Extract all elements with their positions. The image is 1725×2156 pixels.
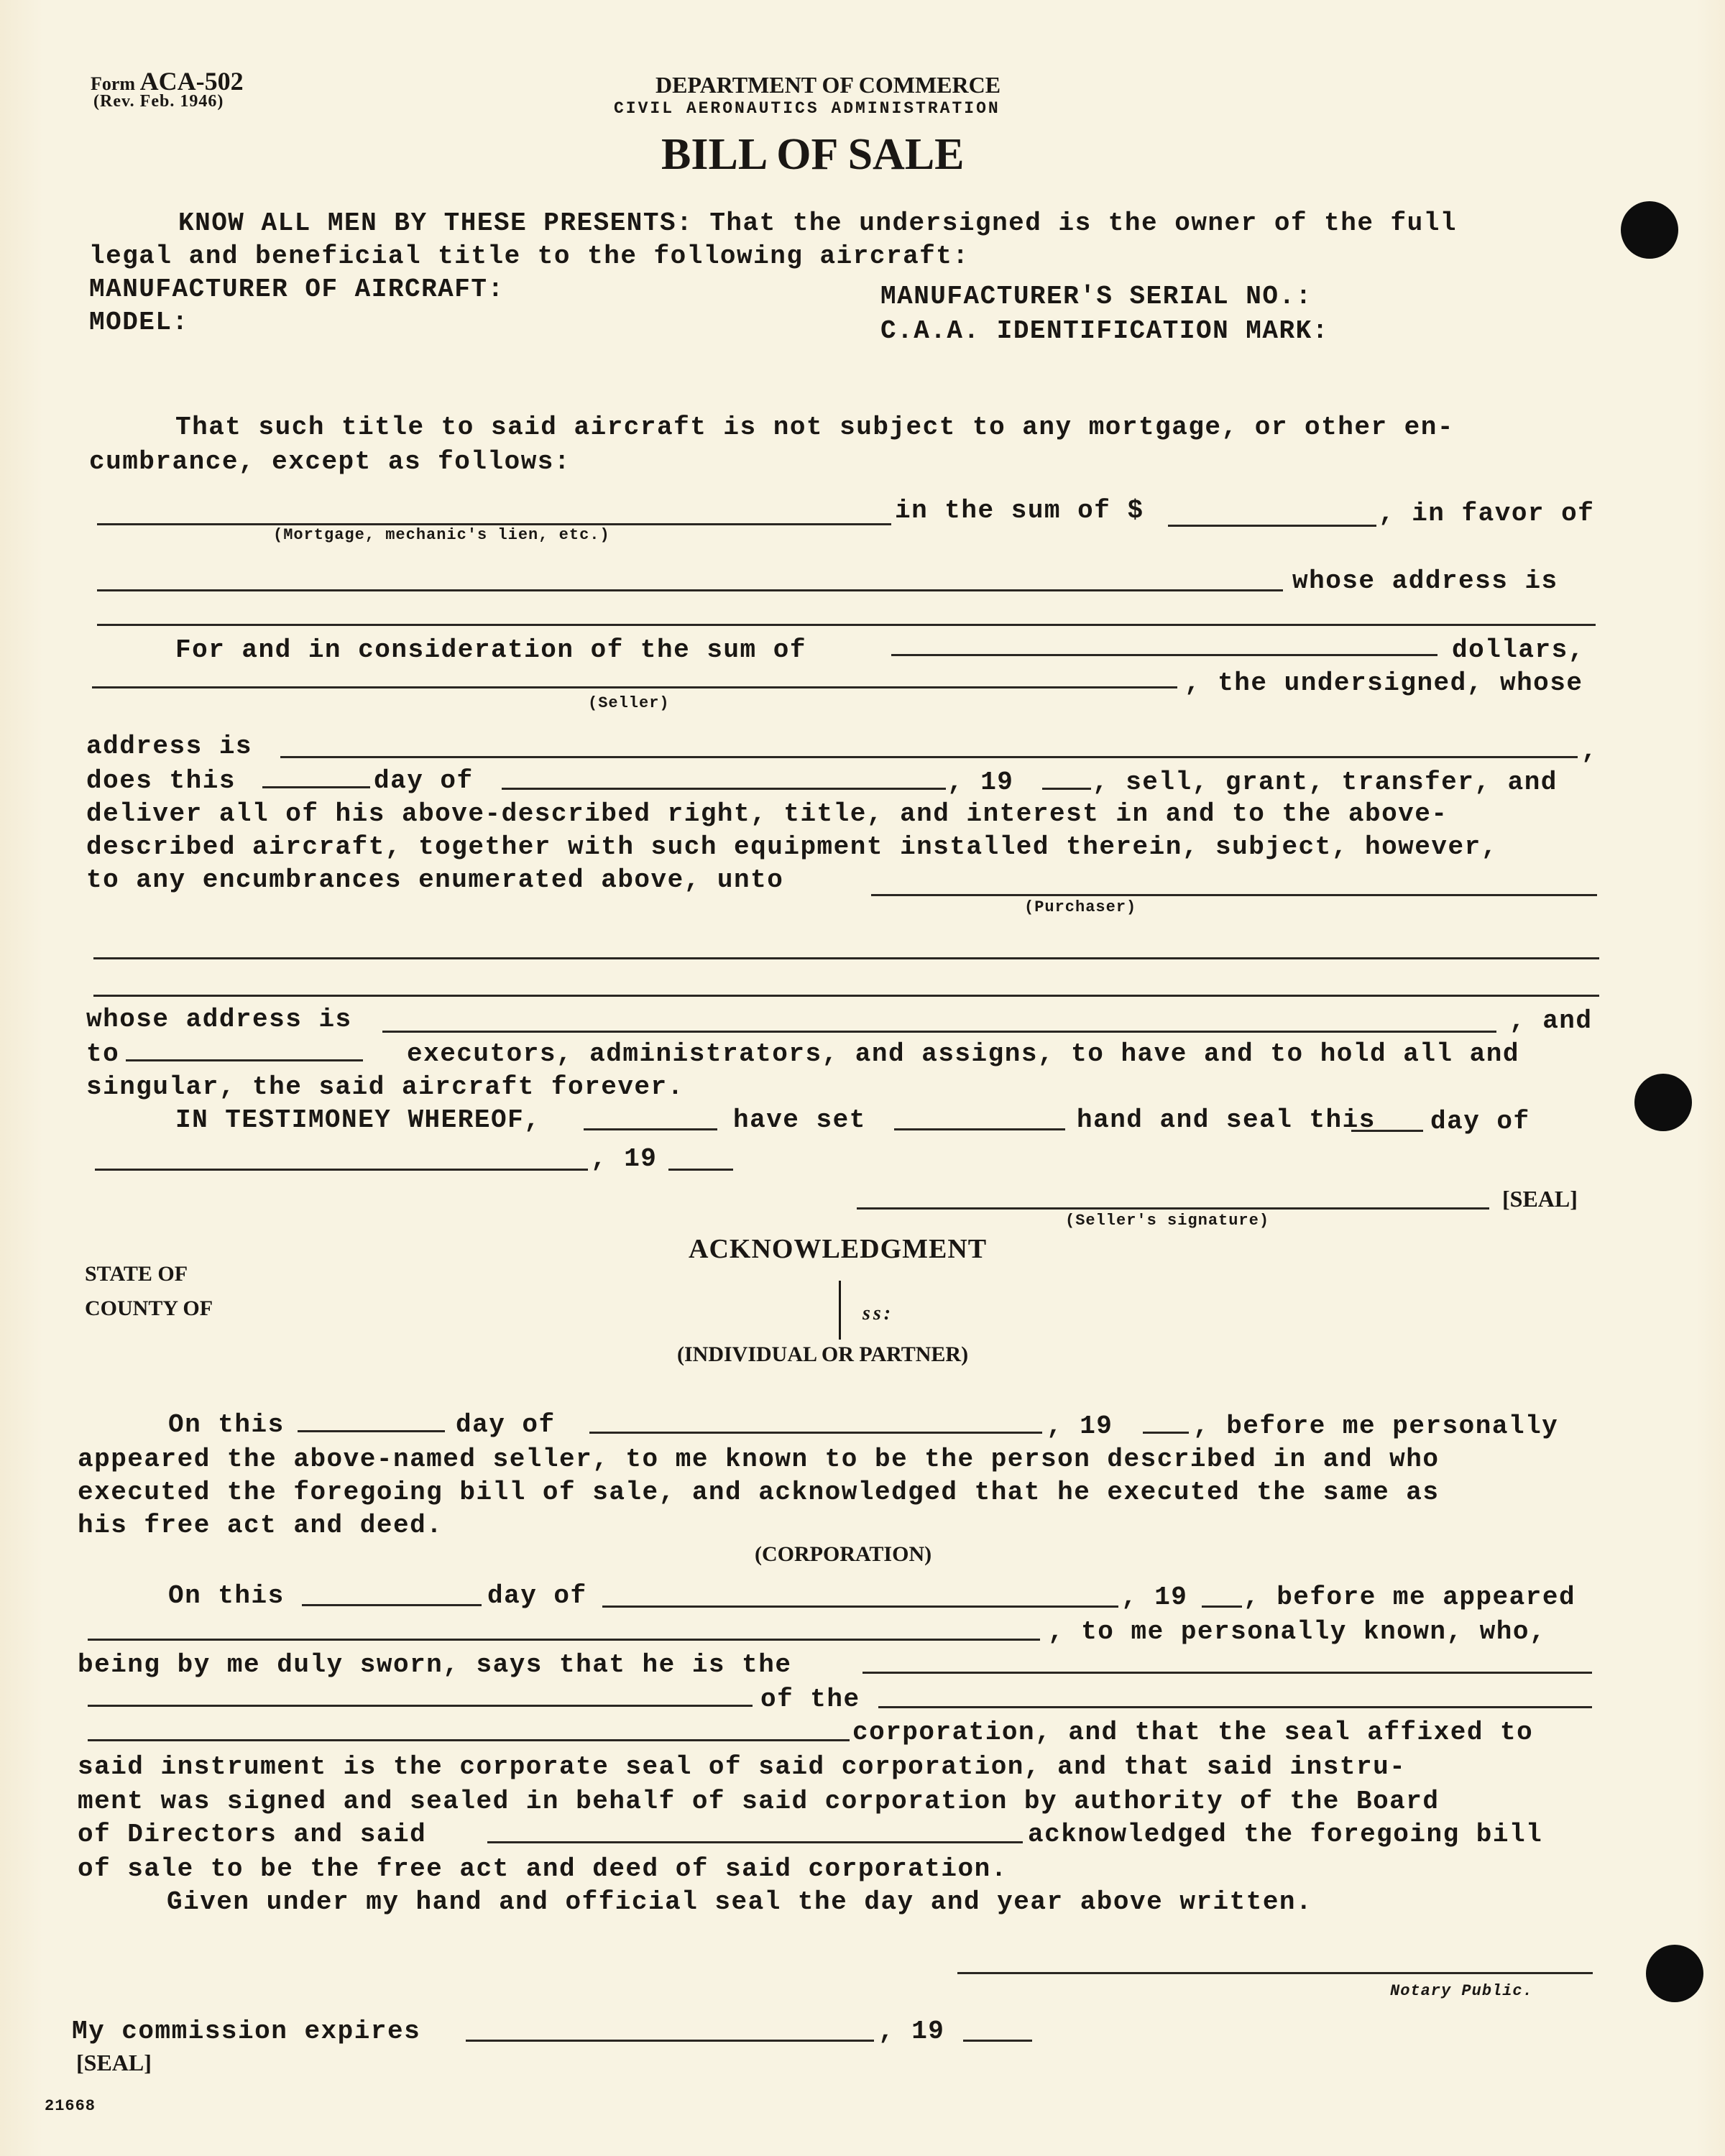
executors-line: executors, administrators, and assigns, to have and to hold all and (407, 1039, 1519, 1069)
purchaser-address-and: , and (1509, 1006, 1593, 1036)
serial-label: MANUFACTURER'S SERIAL NO.: (880, 282, 1312, 311)
heirs-field[interactable] (126, 1059, 363, 1061)
corp-line-6: ment was signed and sealed in behalf of said corporation by authority of the Board (78, 1787, 1440, 1816)
punch-hole-bottom (1646, 1945, 1703, 2002)
sale-month-field[interactable] (502, 788, 946, 790)
corp-month-field[interactable] (602, 1606, 1118, 1608)
sale-year-field[interactable] (1042, 788, 1091, 790)
corp-acknowledged: acknowledged the foregoing bill (1028, 1820, 1543, 1849)
ind-line-2: appeared the above-named seller, to me known to be the person described in and who (78, 1445, 1440, 1474)
corp-acknowledging-officer-field[interactable] (487, 1841, 1023, 1843)
corp-19: , 19 (1121, 1583, 1188, 1612)
state-label: STATE OF (85, 1262, 188, 1286)
seller-seal-label: [SEAL] (1502, 1186, 1578, 1212)
corporation-heading: (CORPORATION) (755, 1542, 932, 1566)
unto-line: to any encumbrances enumerated above, unto (86, 865, 784, 895)
encumbrance-amount-field[interactable] (1168, 525, 1376, 527)
testimony-day-of: day of (1430, 1107, 1530, 1136)
caa-mark-label: C.A.A. IDENTIFICATION MARK: (880, 316, 1329, 346)
consideration-amount-field[interactable] (891, 654, 1438, 656)
lienholder-address-text: whose address is (1292, 566, 1558, 596)
have-set-text: have set (733, 1105, 866, 1135)
encumbrance-line-1: That such title to said aircraft is not subject to any mortgage, or other en- (175, 413, 1454, 442)
ind-before: , before me personally (1193, 1411, 1559, 1441)
individual-heading: (INDIVIDUAL OR PARTNER) (677, 1342, 969, 1366)
testimony-19: , 19 (591, 1144, 658, 1174)
corp-officer-title-field[interactable] (862, 1672, 1592, 1674)
described-line: described aircraft, together with such equipment installed therein, subject, however, (86, 832, 1498, 862)
venue-brace (839, 1281, 841, 1340)
sum-text: in the sum of $ (895, 496, 1144, 525)
lienholder-address-field[interactable] (97, 624, 1596, 626)
ind-line-4: his free act and deed. (78, 1511, 443, 1540)
corp-corporation: corporation, and that the seal affixed to (852, 1718, 1534, 1747)
seller-name-field[interactable] (92, 686, 1177, 688)
form-revision: (Rev. Feb. 1946) (93, 92, 224, 111)
lienholder-field[interactable] (97, 589, 1283, 591)
corp-before: , before me appeared (1243, 1583, 1576, 1612)
ind-19: , 19 (1046, 1411, 1113, 1441)
to-text: to (86, 1039, 120, 1069)
department-name: DEPARTMENT OF COMMERCE (656, 72, 1001, 98)
seller-undersigned-text: , the undersigned, whose (1184, 668, 1583, 698)
corp-day-field[interactable] (302, 1604, 482, 1606)
sale-19-text: , 19 (947, 768, 1014, 797)
seller-address-label: address is (86, 732, 253, 761)
corp-day-of: day of (487, 1581, 587, 1611)
agency-name: CIVIL AERONAUTICS ADMINISTRATION (614, 99, 1000, 118)
commission-date-field[interactable] (466, 2040, 874, 2042)
corp-officer-name-field[interactable] (88, 1639, 1040, 1641)
page-title: BILL OF SALE (661, 130, 965, 179)
encumbrance-line-2: cumbrance, except as follows: (89, 447, 571, 476)
print-code: 21668 (45, 2097, 96, 2115)
corp-officer-title-line-2[interactable] (88, 1705, 753, 1707)
testimony-year-field[interactable] (668, 1169, 733, 1171)
given-line: Given under my hand and official seal the day and year above written. (167, 1887, 1313, 1917)
corp-year-field[interactable] (1202, 1606, 1242, 1608)
seller-signature-caption: (Seller's signature) (1065, 1212, 1270, 1230)
acknowledgment-title: ACKNOWLEDGMENT (689, 1234, 988, 1264)
purchaser-name-line-3[interactable] (93, 995, 1599, 997)
seller-address-comma: , (1581, 736, 1598, 765)
county-label: COUNTY OF (85, 1296, 213, 1320)
model-label: MODEL: (89, 308, 189, 337)
commission-label: My commission expires (72, 2017, 421, 2046)
purchaser-name-field[interactable] (871, 894, 1597, 896)
purchaser-address-field[interactable] (382, 1031, 1496, 1033)
commission-19: , 19 (878, 2017, 945, 2046)
ind-on-this: On this (168, 1410, 285, 1439)
commission-year-field[interactable] (963, 2040, 1032, 2042)
hand-seal-text: hand and seal this (1077, 1105, 1376, 1135)
notary-caption: Notary Public. (1390, 1982, 1533, 2000)
consideration-start: For and in consideration of the sum of (175, 635, 806, 665)
seller-address-field[interactable] (280, 756, 1578, 758)
testimony-month-field[interactable] (95, 1169, 588, 1171)
purchaser-address-label: whose address is (86, 1005, 352, 1034)
sell-grant-text: , sell, grant, transfer, and (1092, 768, 1558, 797)
seller-caption: (Seller) (588, 694, 670, 712)
notary-seal-label: [SEAL] (76, 2050, 152, 2076)
sale-day-field[interactable] (262, 786, 370, 788)
purchaser-caption: (Purchaser) (1024, 898, 1137, 916)
intro-line-2: legal and beneficial title to the following aircraft: (89, 241, 970, 271)
ind-line-3: executed the foregoing bill of sale, and acknowledged that he executed the same as (78, 1478, 1440, 1507)
testimony-start: IN TESTIMONEY WHEREOF, (175, 1105, 541, 1135)
intro-line-1: KNOW ALL MEN BY THESE PRESENTS: That the undersigned is the owner of the full (178, 208, 1457, 238)
punch-hole-top (1621, 201, 1678, 259)
notary-signature-field[interactable] (957, 1972, 1593, 1974)
ind-day-field[interactable] (298, 1430, 445, 1432)
testimony-party-field[interactable] (584, 1128, 717, 1130)
corp-sworn: being by me duly sworn, says that he is the (78, 1650, 792, 1680)
punch-hole-middle (1634, 1074, 1692, 1131)
favor-text: , in favor of (1379, 499, 1595, 528)
corp-line-8: of sale to be the free act and deed of said corporation. (78, 1854, 1008, 1884)
form-id: ACA-502 (139, 67, 244, 96)
corp-on-this: On this (168, 1581, 285, 1611)
corp-of-the: of the (760, 1685, 860, 1714)
corp-line-5: said instrument is the corporate seal of said corporation, and that said instru- (78, 1752, 1407, 1782)
deliver-line: deliver all of his above-described right, title, and interest in and to the above- (86, 799, 1448, 829)
corp-name-line-2[interactable] (88, 1739, 850, 1741)
ind-month-field[interactable] (589, 1432, 1042, 1434)
does-this-text: does this (86, 766, 236, 796)
sale-day-of-text: day of (374, 766, 474, 796)
testimony-day-field[interactable] (1351, 1130, 1423, 1132)
consideration-dollars: dollars, (1452, 635, 1585, 665)
corp-known: , to me personally known, who, (1048, 1617, 1547, 1646)
ss-label: ss: (862, 1302, 894, 1325)
encumbrance-type-caption: (Mortgage, mechanic's lien, etc.) (273, 526, 610, 544)
singular-line: singular, the said aircraft forever. (86, 1072, 684, 1102)
manufacturer-label: MANUFACTURER OF AIRCRAFT: (89, 275, 505, 304)
encumbrance-type-field[interactable] (97, 523, 891, 525)
ind-day-of: day of (456, 1410, 556, 1439)
seller-signature-field[interactable] (857, 1207, 1489, 1210)
corp-directors: of Directors and said (78, 1820, 427, 1849)
corp-name-field[interactable] (878, 1706, 1592, 1708)
purchaser-name-line-2[interactable] (93, 957, 1599, 959)
testimony-pronoun-field[interactable] (894, 1128, 1065, 1130)
ind-year-field[interactable] (1143, 1432, 1189, 1434)
form-prefix: Form (91, 73, 136, 94)
